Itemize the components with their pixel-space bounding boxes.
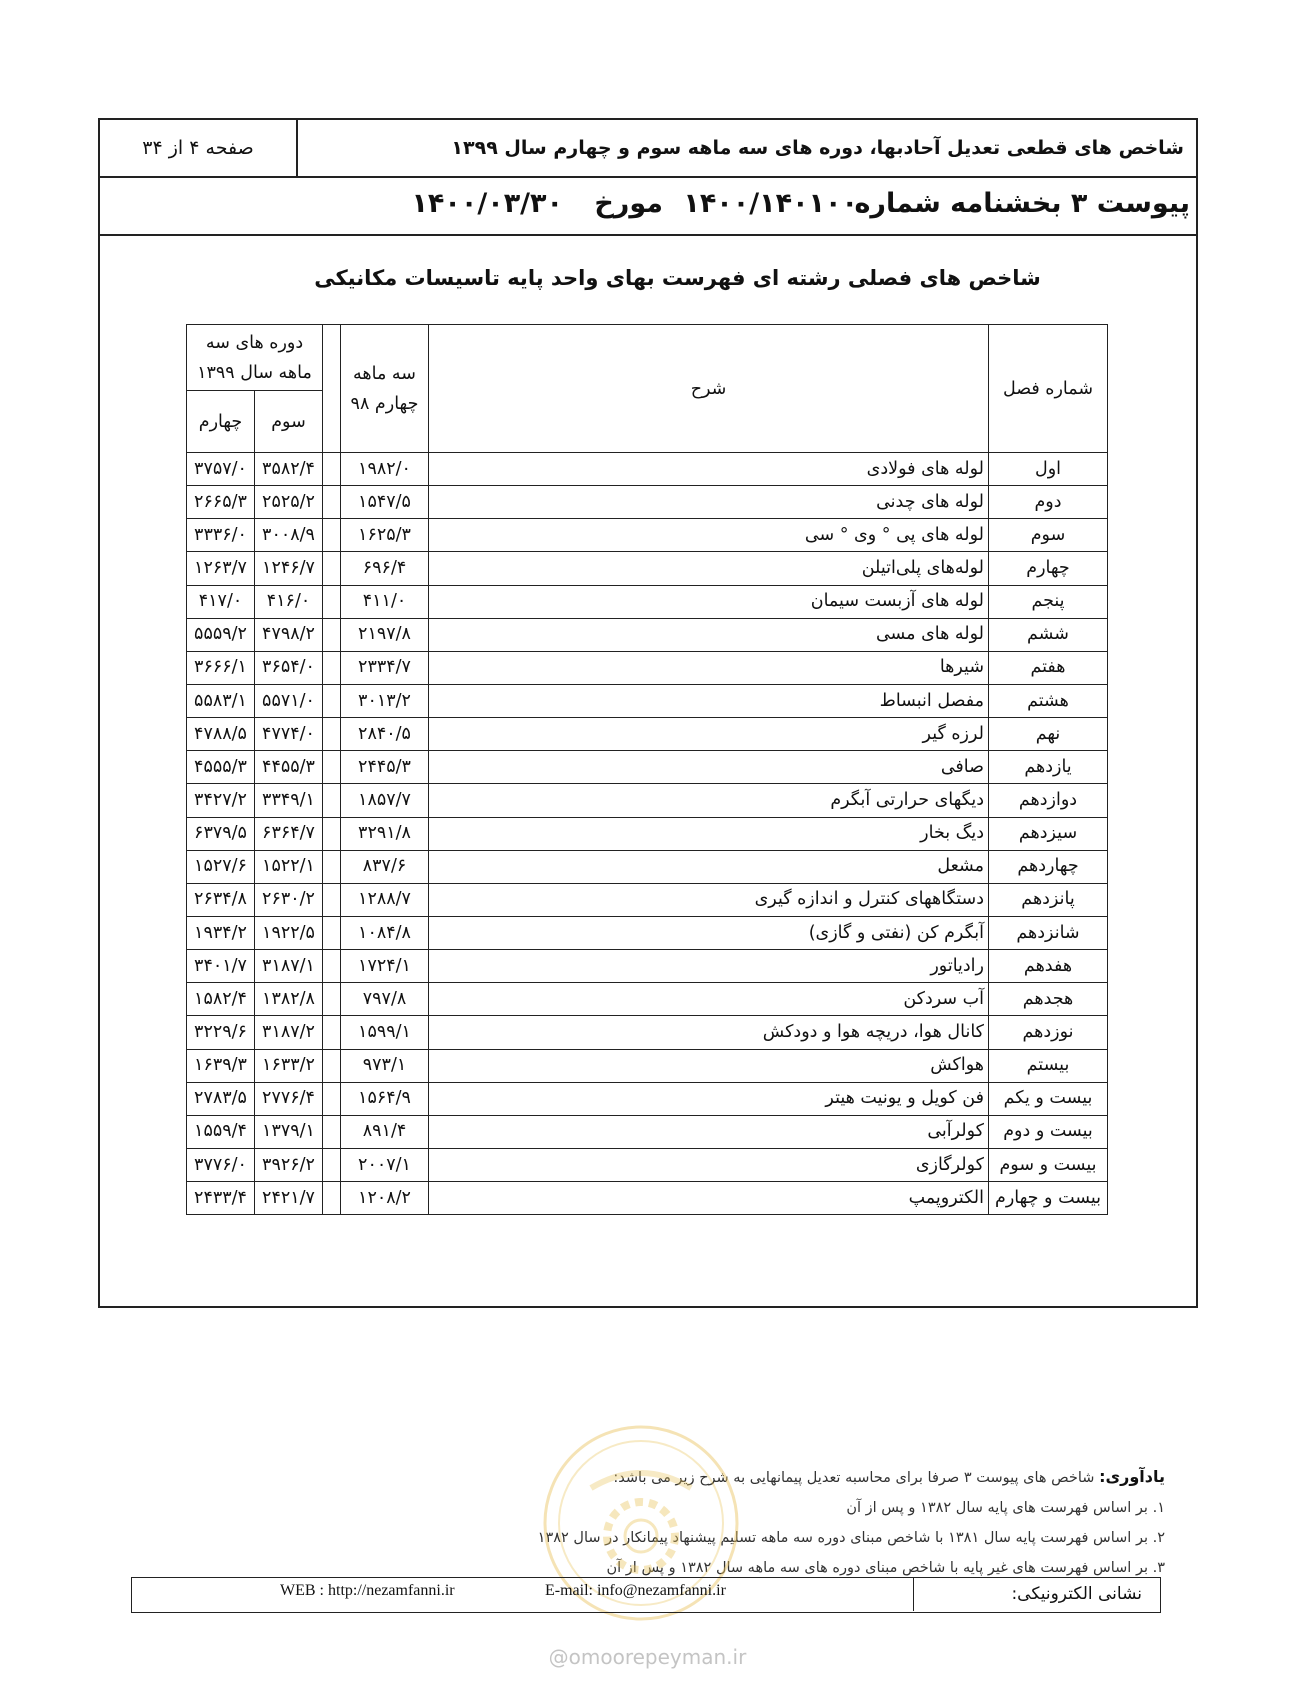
base-value: ۸۹۱/۴ xyxy=(341,1115,429,1148)
spacer-cell xyxy=(323,453,341,486)
spacer-cell xyxy=(323,1115,341,1148)
table-row xyxy=(187,784,1108,817)
spacer-cell xyxy=(323,1082,341,1115)
table-row xyxy=(187,618,1108,651)
base-value: ۱۵۹۹/۱ xyxy=(341,1016,429,1049)
base-value: ۱۵۶۴/۹ xyxy=(341,1082,429,1115)
chapter-cell: یازدهم xyxy=(989,751,1108,784)
chapter-cell: پانزدهم xyxy=(989,883,1108,916)
q3-value: ۳۹۲۶/۲ xyxy=(255,1148,323,1181)
q4-value: ۱۵۵۹/۴ xyxy=(187,1115,255,1148)
description-cell: لوله های پی ° وی ° سی xyxy=(429,519,989,552)
base-value: ۸۳۷/۶ xyxy=(341,850,429,883)
table-row xyxy=(187,850,1108,883)
q4-column-header: چهارم xyxy=(187,391,255,453)
chapter-cell: بیست و دوم xyxy=(989,1115,1108,1148)
spacer-cell xyxy=(323,916,341,949)
circular-date: ۱۴۰۰/۰۳/۳۰ xyxy=(411,188,563,219)
chapter-cell: دوازدهم xyxy=(989,784,1108,817)
table-row xyxy=(187,1082,1108,1115)
chapter-cell: بیست و یکم xyxy=(989,1082,1108,1115)
description-cell: مشعل xyxy=(429,850,989,883)
q3-value: ۳۳۴۹/۱ xyxy=(255,784,323,817)
table-row xyxy=(187,916,1108,949)
spacer-cell xyxy=(323,651,341,684)
base-value: ۱۸۵۷/۷ xyxy=(341,784,429,817)
base-value: ۲۰۰۷/۱ xyxy=(341,1148,429,1181)
chapter-cell: سیزدهم xyxy=(989,817,1108,850)
note-item: ۳. بر اساس فهرست های غیر پایه با شاخص مبنای دوره های سه ماهه سال ۱۳۸۲ و پس از آن xyxy=(606,1560,1165,1576)
base-value: ۱۶۲۵/۳ xyxy=(341,519,429,552)
spacer-cell xyxy=(323,585,341,618)
desc-column-header: شرح xyxy=(429,325,989,453)
q3-column-header: سوم xyxy=(255,391,323,453)
chapter-cell: هفتم xyxy=(989,651,1108,684)
q3-value: ۱۵۲۲/۱ xyxy=(255,850,323,883)
base-column-header: سه ماهه چهارم ۹۸ xyxy=(341,325,429,453)
spacer-cell xyxy=(323,1148,341,1181)
spacer-cell xyxy=(323,784,341,817)
chapter-cell: هشتم xyxy=(989,684,1108,717)
q3-value: ۳۱۸۷/۲ xyxy=(255,1016,323,1049)
footer-contact xyxy=(131,1577,1161,1613)
q3-value: ۴۱۶/۰ xyxy=(255,585,323,618)
table-row xyxy=(187,817,1108,850)
base-value: ۱۷۲۴/۱ xyxy=(341,950,429,983)
chapter-column-header: شماره فصل xyxy=(989,325,1108,453)
table-row xyxy=(187,718,1108,751)
description-cell: لوله های چدنی xyxy=(429,486,989,519)
q4-value: ۳۴۲۷/۲ xyxy=(187,784,255,817)
notes xyxy=(425,1462,1165,1583)
table-header-row xyxy=(187,325,1108,391)
q3-value: ۲۶۳۰/۲ xyxy=(255,883,323,916)
chapter-cell: نهم xyxy=(989,718,1108,751)
chapter-cell: بیست و چهارم xyxy=(989,1182,1108,1215)
description-cell: دستگاههای کنترل و اندازه گیری xyxy=(429,883,989,916)
chapter-cell: هفدهم xyxy=(989,950,1108,983)
chapter-cell: شانزدهم xyxy=(989,916,1108,949)
base-value: ۶۹۶/۴ xyxy=(341,552,429,585)
q3-value: ۳۱۸۷/۱ xyxy=(255,950,323,983)
circular-row xyxy=(100,178,1196,236)
chapter-cell: هجدهم xyxy=(989,983,1108,1016)
q4-value: ۲۴۳۳/۴ xyxy=(187,1182,255,1215)
table-row xyxy=(187,1182,1108,1215)
notes-intro xyxy=(425,1462,1165,1493)
page-number: صفحه ۴ از ۳۴ xyxy=(100,120,298,176)
table-row xyxy=(187,519,1108,552)
description-cell: مفصل انبساط xyxy=(429,684,989,717)
q3-value: ۳۶۵۴/۰ xyxy=(255,651,323,684)
table-row xyxy=(187,651,1108,684)
note-item: ۱. بر اساس فهرست های پایه سال ۱۳۸۲ و پس از آن xyxy=(846,1500,1165,1516)
chapter-cell: نوزدهم xyxy=(989,1016,1108,1049)
base-value: ۱۵۴۷/۵ xyxy=(341,486,429,519)
chapter-cell: سوم xyxy=(989,519,1108,552)
base-value: ۳۲۹۱/۸ xyxy=(341,817,429,850)
description-cell: شیرها xyxy=(429,651,989,684)
q3-value: ۶۳۶۴/۷ xyxy=(255,817,323,850)
base-value: ۱۰۸۴/۸ xyxy=(341,916,429,949)
q3-value: ۴۷۷۴/۰ xyxy=(255,718,323,751)
spacer-cell xyxy=(323,1016,341,1049)
q4-value: ۳۴۰۱/۷ xyxy=(187,950,255,983)
q4-value: ۳۷۷۶/۰ xyxy=(187,1148,255,1181)
q3-value: ۱۹۲۲/۵ xyxy=(255,916,323,949)
chapter-cell: بیستم xyxy=(989,1049,1108,1082)
spacer-cell xyxy=(323,618,341,651)
footer-web-link[interactable]: WEB : http://nezamfanni.ir xyxy=(280,1582,455,1599)
description-cell: لرزه گیر xyxy=(429,718,989,751)
q3-value: ۳۰۰۸/۹ xyxy=(255,519,323,552)
notes-intro-text: شاخص های پیوست ۳ صرفا برای محاسبه تعدیل پیمانهایی به شرح زیر می باشد: xyxy=(613,1470,1100,1486)
q4-value: ۴۷۸۸/۵ xyxy=(187,718,255,751)
q3-value: ۱۳۸۲/۸ xyxy=(255,983,323,1016)
q3-value: ۵۵۷۱/۰ xyxy=(255,684,323,717)
chapter-cell: چهاردهم xyxy=(989,850,1108,883)
q3-value: ۲۷۷۶/۴ xyxy=(255,1082,323,1115)
q4-value: ۳۷۵۷/۰ xyxy=(187,453,255,486)
spacer-cell xyxy=(323,983,341,1016)
description-cell: کانال هوا، دریچه هوا و دودکش xyxy=(429,1016,989,1049)
table-row xyxy=(187,453,1108,486)
table-row xyxy=(187,751,1108,784)
table-row xyxy=(187,585,1108,618)
description-cell: صافی xyxy=(429,751,989,784)
chapter-cell: دوم xyxy=(989,486,1108,519)
base-value: ۲۴۴۵/۳ xyxy=(341,751,429,784)
q4-value: ۲۷۸۳/۵ xyxy=(187,1082,255,1115)
q4-value: ۱۵۸۲/۴ xyxy=(187,983,255,1016)
spacer-cell xyxy=(323,1049,341,1082)
description-cell: رادیاتور xyxy=(429,950,989,983)
description-cell: لوله های آزبست سیمان xyxy=(429,585,989,618)
footer-email-link[interactable]: E-mail: info@nezamfanni.ir xyxy=(545,1582,726,1599)
q4-value: ۵۵۵۹/۲ xyxy=(187,618,255,651)
spacer-cell xyxy=(323,751,341,784)
table-row xyxy=(187,1049,1108,1082)
base-value: ۱۲۰۸/۲ xyxy=(341,1182,429,1215)
q4-value: ۵۵۸۳/۱ xyxy=(187,684,255,717)
q4-value: ۴۱۷/۰ xyxy=(187,585,255,618)
section-title: شاخص های فصلی رشته ای فهرست بهای واحد پایه تاسیسات مکانیکی xyxy=(314,266,1041,290)
description-cell: لوله‌های پلی‌اتیلن xyxy=(429,552,989,585)
description-cell: فن کویل و یونیت هیتر xyxy=(429,1082,989,1115)
description-cell: آبگرم کن (نفتی و گازی) xyxy=(429,916,989,949)
group-1399-header: دوره های سه ماهه سال ۱۳۹۹ xyxy=(187,325,323,391)
table-row xyxy=(187,1148,1108,1181)
spacer-cell xyxy=(323,486,341,519)
spacer-cell xyxy=(323,850,341,883)
q3-value: ۴۷۹۸/۲ xyxy=(255,618,323,651)
notes-lead: یادآوری: xyxy=(1099,1467,1165,1486)
description-cell: لوله های فولادی xyxy=(429,453,989,486)
description-cell: کولرآبی xyxy=(429,1115,989,1148)
q3-value: ۱۳۷۹/۱ xyxy=(255,1115,323,1148)
spacer-cell xyxy=(323,950,341,983)
base-value: ۹۷۳/۱ xyxy=(341,1049,429,1082)
table-row xyxy=(187,883,1108,916)
table-row xyxy=(187,983,1108,1016)
table-row xyxy=(187,1115,1108,1148)
spacer-cell xyxy=(323,552,341,585)
base-value: ۲۳۳۴/۷ xyxy=(341,651,429,684)
description-cell: کولرگازی xyxy=(429,1148,989,1181)
base-value: ۴۱۱/۰ xyxy=(341,585,429,618)
base-value: ۲۸۴۰/۵ xyxy=(341,718,429,751)
description-cell: لوله های مسی xyxy=(429,618,989,651)
spacer-cell xyxy=(323,817,341,850)
spacer-cell xyxy=(323,718,341,751)
q3-value: ۲۵۲۵/۲ xyxy=(255,486,323,519)
chapter-cell: پنجم xyxy=(989,585,1108,618)
q4-value: ۱۹۳۴/۲ xyxy=(187,916,255,949)
spacer-column xyxy=(323,325,341,453)
spacer-cell xyxy=(323,684,341,717)
q4-value: ۱۲۶۳/۷ xyxy=(187,552,255,585)
base-value: ۲۱۹۷/۸ xyxy=(341,618,429,651)
q4-value: ۶۳۷۹/۵ xyxy=(187,817,255,850)
chapter-cell: چهارم xyxy=(989,552,1108,585)
q4-value: ۳۲۲۹/۶ xyxy=(187,1016,255,1049)
table-row xyxy=(187,950,1108,983)
base-value: ۳۰۱۳/۲ xyxy=(341,684,429,717)
description-cell: دیگهای حرارتی آبگرم xyxy=(429,784,989,817)
chapter-cell: بیست و سوم xyxy=(989,1148,1108,1181)
dated-label: مورخ xyxy=(594,188,663,219)
q4-value: ۴۵۵۵/۳ xyxy=(187,751,255,784)
q3-value: ۴۴۵۵/۳ xyxy=(255,751,323,784)
q3-value: ۲۴۲۱/۷ xyxy=(255,1182,323,1215)
description-cell: آب سردکن xyxy=(429,983,989,1016)
base-value: ۱۹۸۲/۰ xyxy=(341,453,429,486)
q4-value: ۱۵۲۷/۶ xyxy=(187,850,255,883)
index-table xyxy=(186,324,1108,1215)
header-title-row xyxy=(100,120,1196,178)
table-row xyxy=(187,684,1108,717)
circular-number: ۱۴۰۰/۱۴۰۱۰۰ xyxy=(683,188,858,219)
description-cell: الکتروپمپ xyxy=(429,1182,989,1215)
base-value: ۷۹۷/۸ xyxy=(341,983,429,1016)
q4-value: ۲۶۳۴/۸ xyxy=(187,883,255,916)
document-title: شاخص های قطعی تعدیل آحادبها، دوره های سه ماهه سوم و چهارم سال ۱۳۹۹ xyxy=(451,137,1184,159)
note-item: ۲. بر اساس فهرست پایه سال ۱۳۸۱ با شاخص مبنای دوره سه ماهه تسلیم پیشنهاد پیمانکار در سال ۱۳۸۲ xyxy=(537,1530,1165,1546)
q3-value: ۱۶۳۳/۲ xyxy=(255,1049,323,1082)
q3-value: ۳۵۸۲/۴ xyxy=(255,453,323,486)
description-cell: دیگ بخار xyxy=(429,817,989,850)
spacer-cell xyxy=(323,1182,341,1215)
table-row xyxy=(187,552,1108,585)
description-cell: هواکش xyxy=(429,1049,989,1082)
chapter-cell: اول xyxy=(989,453,1108,486)
spacer-cell xyxy=(323,883,341,916)
spacer-cell xyxy=(323,519,341,552)
q4-value: ۲۶۶۵/۳ xyxy=(187,486,255,519)
table-row xyxy=(187,1016,1108,1049)
chapter-cell: ششم xyxy=(989,618,1108,651)
q4-value: ۳۶۶۶/۱ xyxy=(187,651,255,684)
q3-value: ۱۲۴۶/۷ xyxy=(255,552,323,585)
circular-label: پیوست ۳ بخشنامه شماره xyxy=(854,188,1190,219)
q4-value: ۱۶۳۹/۳ xyxy=(187,1049,255,1082)
q4-value: ۳۳۳۶/۰ xyxy=(187,519,255,552)
watermark-text: @omoorepeyman.ir xyxy=(548,1645,747,1669)
base-value: ۱۲۸۸/۷ xyxy=(341,883,429,916)
footer-label: نشانی الکترونیکی: xyxy=(913,1578,1160,1611)
table-row xyxy=(187,486,1108,519)
